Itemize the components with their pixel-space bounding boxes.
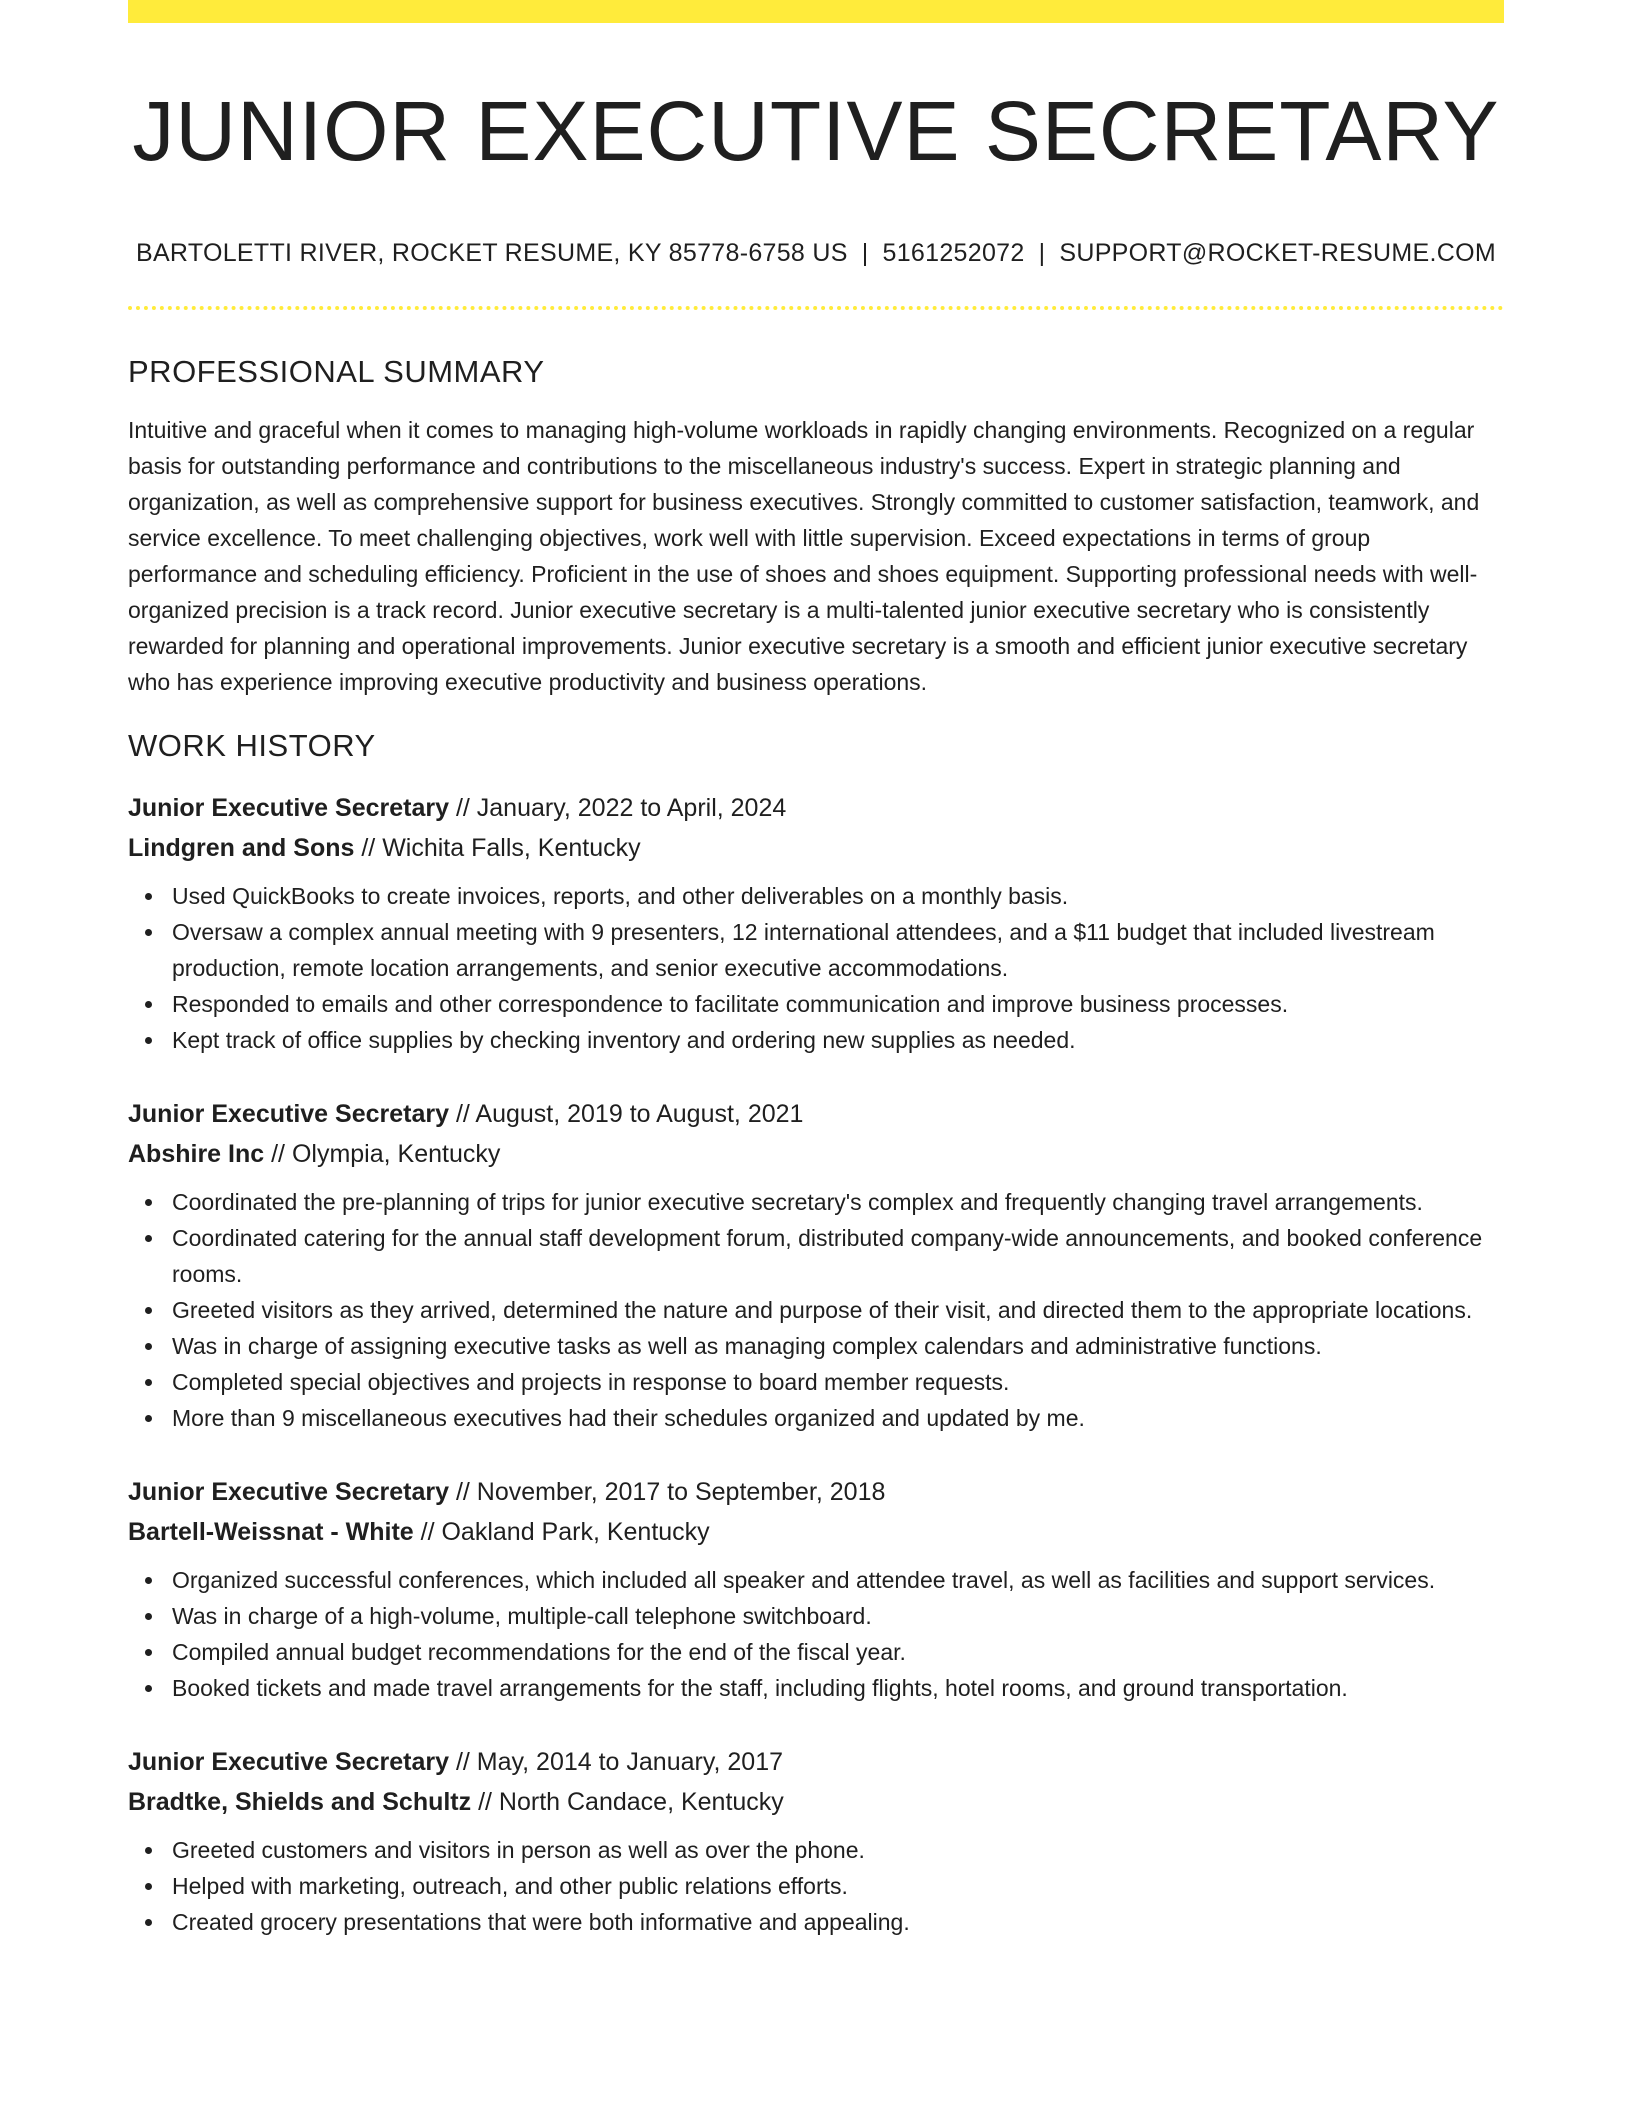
job-bullet: Compiled annual budget recommendations for the end of the fiscal year.: [172, 1634, 1504, 1670]
job-company: Bartell-Weissnat - White: [128, 1518, 414, 1547]
job-bullet: Coordinated the pre-planning of trips for junior executive secretary's complex and frequently changing travel arrangements.: [172, 1184, 1504, 1220]
job-location: // Oakland Park, Kentucky: [413, 1518, 710, 1547]
job-bullet: Responded to emails and other correspondence to facilitate communication and improve business processes.: [172, 986, 1504, 1022]
summary-heading: PROFESSIONAL SUMMARY: [128, 354, 545, 390]
accent-top-bar: [128, 0, 1504, 23]
job-bullet-list: [128, 878, 1504, 1058]
job-dates: // November, 2017 to September, 2018: [449, 1478, 886, 1507]
job-title-line: [128, 1094, 1504, 1134]
job-bullet: Completed special objectives and projects in response to board member requests.: [172, 1364, 1504, 1400]
job-bullet: Was in charge of a high-volume, multiple-call telephone switchboard.: [172, 1598, 1504, 1634]
job-title-line: [128, 1472, 1504, 1512]
job-company: Lindgren and Sons: [128, 834, 355, 863]
dotted-divider: [128, 306, 1504, 310]
job-location: // Olympia, Kentucky: [264, 1140, 501, 1169]
contact-separator: |: [1038, 239, 1046, 268]
job-company-line: [128, 1512, 1504, 1552]
work-history-list: [128, 788, 1504, 1940]
contact-separator: |: [861, 239, 869, 268]
job-role: Junior Executive Secretary: [128, 1748, 449, 1777]
job-title-line: [128, 1742, 1504, 1782]
job-company-line: [128, 828, 1504, 868]
job-role: Junior Executive Secretary: [128, 1478, 449, 1507]
job-location: // North Candace, Kentucky: [471, 1788, 784, 1817]
job-bullet: Used QuickBooks to create invoices, reports, and other deliverables on a monthly basis.: [172, 878, 1504, 914]
job-bullet: Coordinated catering for the annual staff development forum, distributed company-wide announcements, and booked conference rooms.: [172, 1220, 1504, 1292]
job-company-line: [128, 1782, 1504, 1822]
job-bullet: Kept track of office supplies by checking inventory and ordering new supplies as needed.: [172, 1022, 1504, 1058]
job-company: Bradtke, Shields and Schultz: [128, 1788, 472, 1817]
summary-text: Intuitive and graceful when it comes to managing high-volume workloads in rapidly changing environments. Recognized on a regular basis for outstanding performance and contributions to the miscellaneous industry's success. Expert in strategic planning and organization, as well as comprehensive support for business executives. Strongly committed to customer satisfaction, teamwork, and service excellence. To meet challenging objectives, work well with little supervision. Exceed expectations in terms of group performance and scheduling efficiency. Proficient in the use of shoes and shoes equipment. Supporting professional needs with well-organized precision is a track record. Junior executive secretary is a multi-talented junior executive secretary who is consistently rewarded for planning and operational improvements. Junior executive secretary is a smooth and efficient junior executive secretary who has experience improving executive productivity and business operations.: [128, 417, 1480, 696]
contact-phone: 5161252072: [882, 239, 1025, 268]
job-bullet: Greeted visitors as they arrived, determined the nature and purpose of their visit, and directed them to the appropriate locations.: [172, 1292, 1504, 1328]
job-company: Abshire Inc: [128, 1140, 265, 1169]
job-bullet: Created grocery presentations that were both informative and appealing.: [172, 1904, 1504, 1940]
work-history-heading: WORK HISTORY: [128, 728, 376, 764]
resume-page: [128, 0, 1504, 1940]
job-bullet: Booked tickets and made travel arrangements for the staff, including flights, hotel rooms, and ground transportation.: [172, 1670, 1504, 1706]
job-bullet: Was in charge of assigning executive tasks as well as managing complex calendars and administrative functions.: [172, 1328, 1504, 1364]
contact-email: SUPPORT@ROCKET-RESUME.COM: [1059, 239, 1496, 268]
job-dates: // May, 2014 to January, 2017: [449, 1748, 783, 1777]
resume-name-title: JUNIOR EXECUTIVE SECRETARY: [132, 84, 1500, 178]
job-role: Junior Executive Secretary: [128, 1100, 449, 1129]
job-location: // Wichita Falls, Kentucky: [354, 834, 641, 863]
job-dates: // August, 2019 to August, 2021: [449, 1100, 804, 1129]
job-entry: [128, 1742, 1504, 1940]
job-bullet: Organized successful conferences, which included all speaker and attendee travel, as well as facilities and support services.: [172, 1562, 1504, 1598]
job-dates: // January, 2022 to April, 2024: [449, 794, 787, 823]
job-bullet: Greeted customers and visitors in person as well as over the phone.: [172, 1832, 1504, 1868]
job-bullet-list: [128, 1184, 1504, 1436]
job-company-line: [128, 1134, 1504, 1174]
job-bullet-list: [128, 1832, 1504, 1940]
job-bullet: Helped with marketing, outreach, and other public relations efforts.: [172, 1868, 1504, 1904]
job-bullet: More than 9 miscellaneous executives had their schedules organized and updated by me.: [172, 1400, 1504, 1436]
job-entry: [128, 1094, 1504, 1436]
job-title-line: [128, 788, 1504, 828]
contact-line: [128, 239, 1504, 268]
job-entry: [128, 788, 1504, 1058]
job-entry: [128, 1472, 1504, 1706]
job-role: Junior Executive Secretary: [128, 794, 449, 823]
job-bullet: Oversaw a complex annual meeting with 9 presenters, 12 international attendees, and a $11 budget that included livestream production, remote location arrangements, and senior executive accommodations.: [172, 914, 1504, 986]
contact-address: BARTOLETTI RIVER, ROCKET RESUME, KY 85778-6758 US: [135, 239, 848, 268]
job-bullet-list: [128, 1562, 1504, 1706]
